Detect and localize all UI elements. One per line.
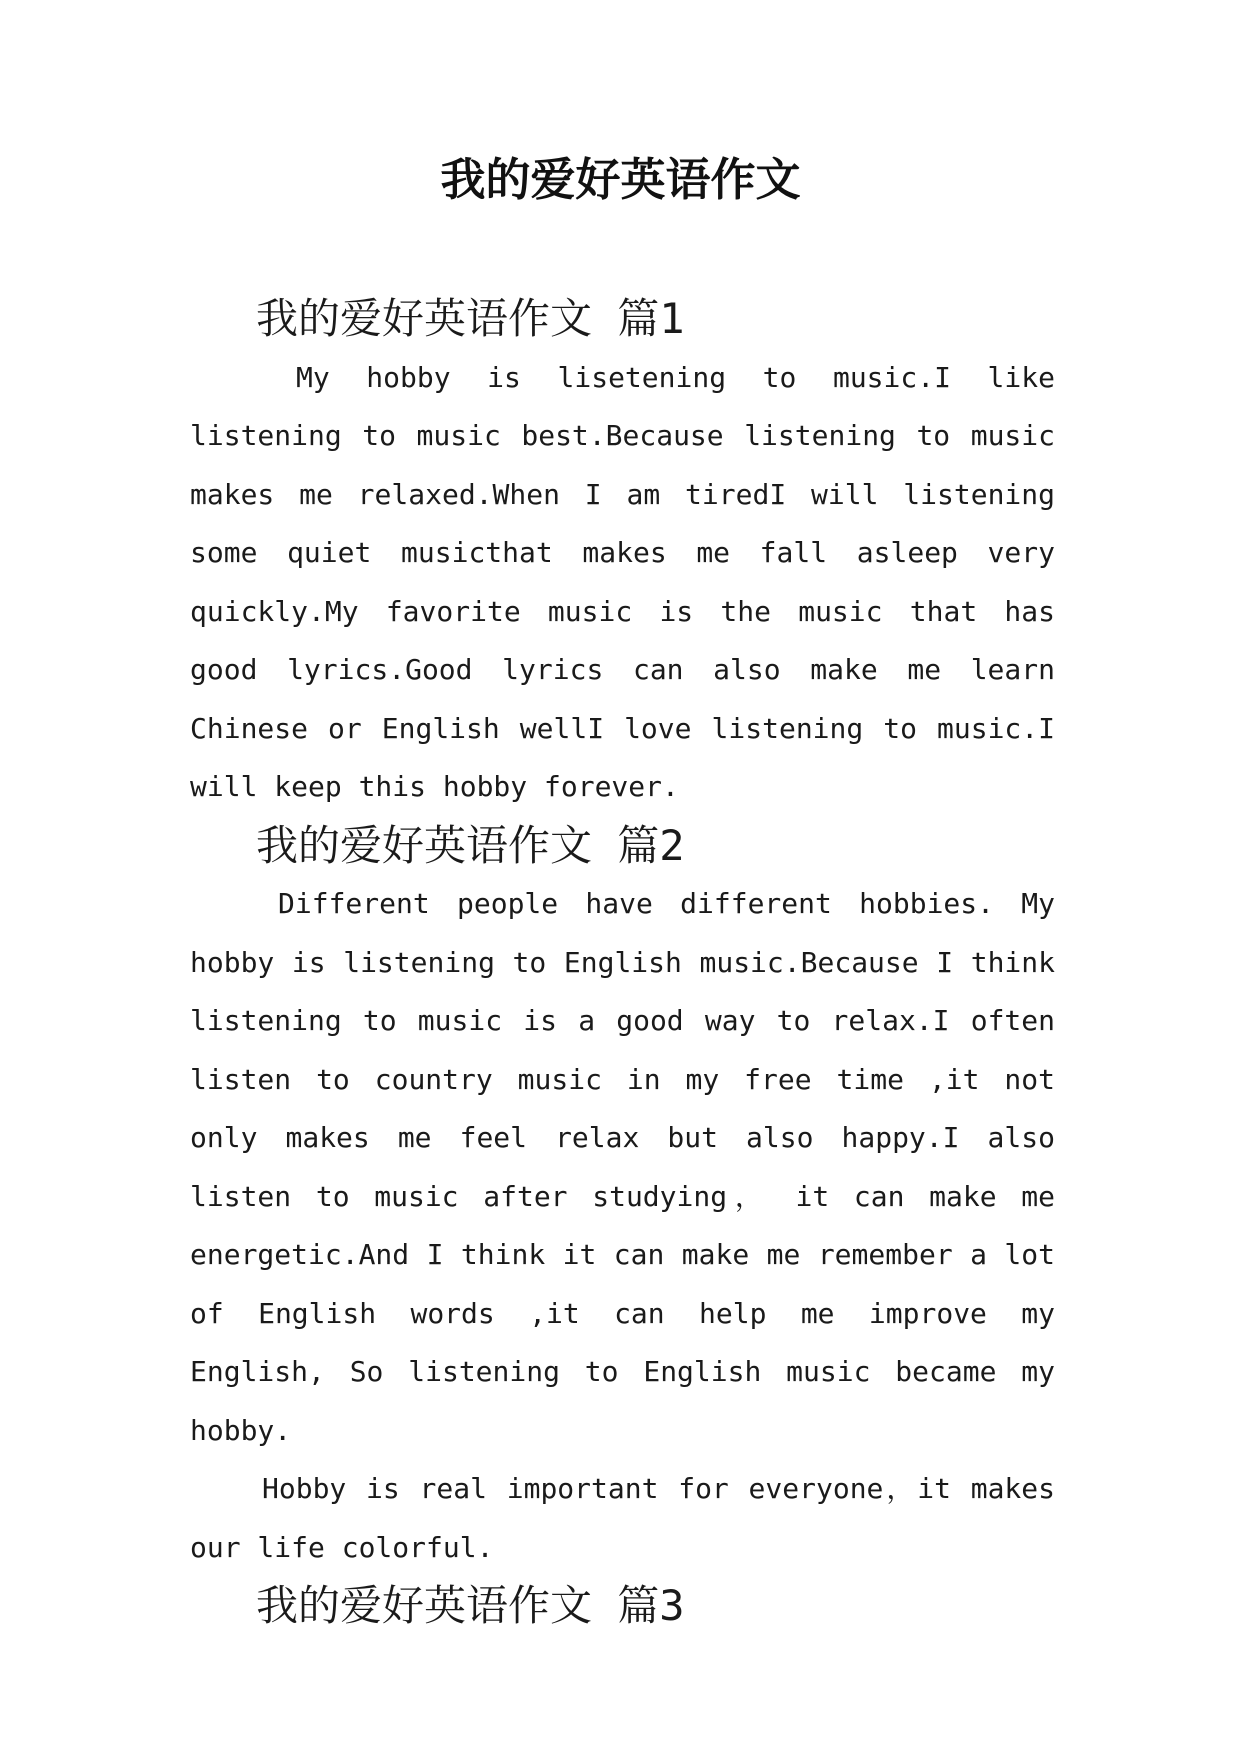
section-2-paragraph-1: Different people have different hobbies. My hobby is listening to English music.Because I think listening to music is a good way to relax.I often listen to country music in my free time ,it not only makes me feel relax but also happy.I also listen to music after studying， it can make me energetic.And I think it can make me remember a lot of English words ,it can help me improve my English, So listening to English music became my hobby.: [190, 887, 1055, 1447]
section-1-paragraph-1: My hobby is lisetening to music.I like listening to music best.Because listening to music makes me relaxed.When I am tiredI will listening some quiet musicthat makes me fall asleep very quickly.My favorite music is the music that has good lyrics.Good lyrics can also make me learn Chinese or English wellI love listening to music.I will keep this hobby forever.: [190, 360, 1055, 803]
section-2-paragraph-2: Hobby is real important for everyone，it makes our life colorful.: [190, 1472, 1055, 1564]
document-body: [190, 290, 1055, 1636]
section-heading-3: 我的爱好英语作文 篇3: [256, 1581, 685, 1630]
section-heading-2: 我的爱好英语作文 篇2: [256, 820, 685, 870]
section-heading-1: 我的爱好英语作文 篇1: [256, 294, 685, 343]
document-title: 我的爱好英语作文: [440, 153, 801, 206]
